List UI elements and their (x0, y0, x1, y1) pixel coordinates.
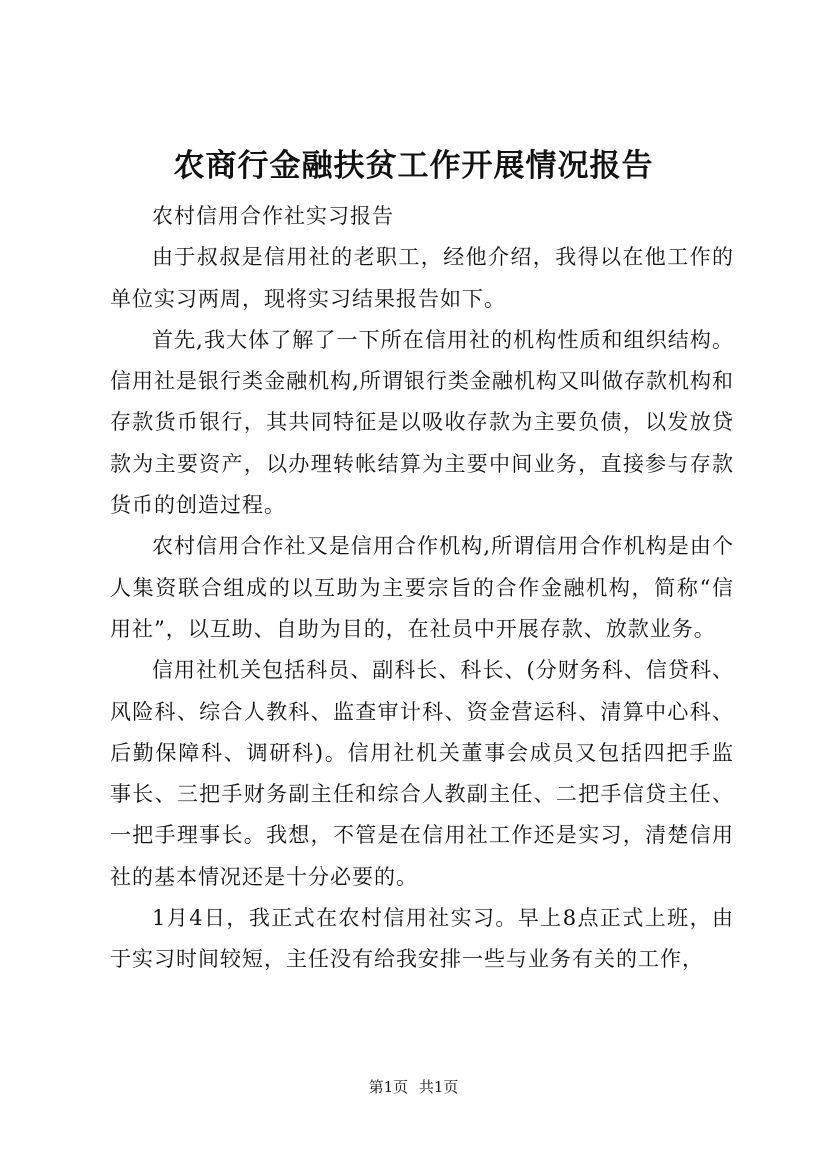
paragraph-nature: 首先,我大体了解了一下所在信用社的机构性质和组织结构。信用社是银行类金融机构,所谓银行类金融机构又叫做存款机构和存款货币银行，其共同特征是以吸收存款为主要负债，以发放贷款为主要资产，以办理转帐结算为主要中间业务，直接参与存款货币的创造过程。 (110, 327, 734, 518)
document-title: 农商行金融扶贫工作开展情况报告 (173, 148, 654, 184)
paragraph-first-day: 1月4日，我正式在农村信用社实习。早上8点正式上班，由于实习时间较短，主任没有给我安排一些与业务有关的工作， (110, 906, 734, 972)
page-number: 第1页 (368, 1078, 409, 1096)
paragraph-subtitle: 农村信用合作社实习报告 (152, 204, 394, 228)
page-footer (0, 1077, 827, 1097)
document-body (110, 196, 734, 981)
paragraph-cooperative: 农村信用合作社又是信用合作机构,所谓信用合作机构是由个人集资联合组成的以互助为主要宗旨的合作金融机构，简称“信用社”，以互助、自助为目的，在社员中开展存款、放款业务。 (110, 534, 734, 641)
page-total: 共1页 (418, 1078, 459, 1096)
paragraph-structure: 信用社机关包括科员、副科长、科长、(分财务科、信贷科、风险科、综合人教科、监查审计科、资金营运科、清算中心科、后勤保障科、调研科)。信用社机关董事会成员又包括四把手监事长、三把手财务副主任和综合人教副主任、二把手信贷主任、一把手理事长。我想，不管是在信用社工作还是实习，清楚信用社的基本情况还是十分必要的。 (110, 658, 734, 889)
paragraph-intro: 由于叔叔是信用社的老职工，经他介绍，我得以在他工作的单位实习两周，现将实习结果报告如下。 (110, 245, 734, 311)
